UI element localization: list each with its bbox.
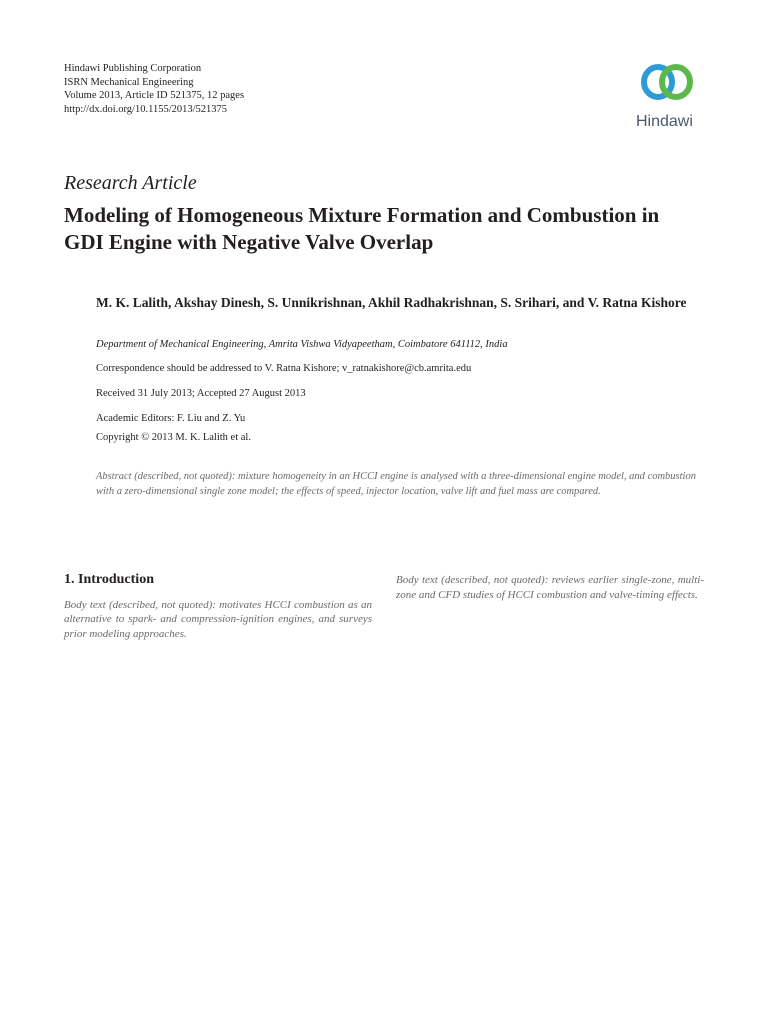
logo-wordmark: Hindawi <box>636 113 693 130</box>
copyright-line: Copyright © 2013 M. K. Lalith et al. <box>96 432 251 443</box>
journal-metadata <box>64 62 244 116</box>
received-dates: Received 31 July 2013; Accepted 27 August 2013 <box>96 388 306 399</box>
doi-link[interactable]: http://dx.doi.org/10.1155/2013/521375 <box>64 103 228 115</box>
journal-name: ISRN Mechanical Engineering <box>64 76 194 88</box>
correspondence[interactable]: Correspondence should be addressed to V. Ratna Kishore; v_ratnakishore@cb.amrita.edu <box>96 363 472 374</box>
author-list: M. K. Lalith, Akshay Dinesh, S. Unnikrishnan, Akhil Radhakrishnan, S. Srihari, and V. Ratna Kishore <box>96 295 687 310</box>
abstract-summary: Abstract (described, not quoted): mixture homogeneity in an HCCI engine is analysed with a three-dimensional engine model, and combustion with a zero-dimensional single zone model; the effects of speed, injector location, valve lift and fuel mass are compared. <box>96 471 696 497</box>
section-heading: 1. Introduction <box>64 572 154 587</box>
academic-editors: Academic Editors: F. Liu and Z. Yu <box>96 413 246 424</box>
right-column <box>396 573 704 602</box>
volume-line: Volume 2013, Article ID 521375, 12 pages <box>64 90 245 101</box>
right-column-summary: Body text (described, not quoted): reviews earlier single-zone, multi-zone and CFD studies of HCCI combustion and valve-timing effects. <box>396 574 704 601</box>
article-type: Research Article <box>64 172 197 194</box>
affiliation: Department of Mechanical Engineering, Amrita Vishwa Vidyapeetham, Coimbatore 641112, India <box>96 339 508 350</box>
article-title: Modeling of Homogeneous Mixture Formation and Combustion in GDI Engine with Negative Valve Overlap <box>64 203 660 254</box>
publisher-name: Hindawi Publishing Corporation <box>64 63 202 74</box>
left-column <box>64 573 372 641</box>
left-column-summary: Body text (described, not quoted): motivates HCCI combustion as an alternative to spark- and compression-ignition engines, and surveys prior modeling approaches. <box>64 598 372 640</box>
